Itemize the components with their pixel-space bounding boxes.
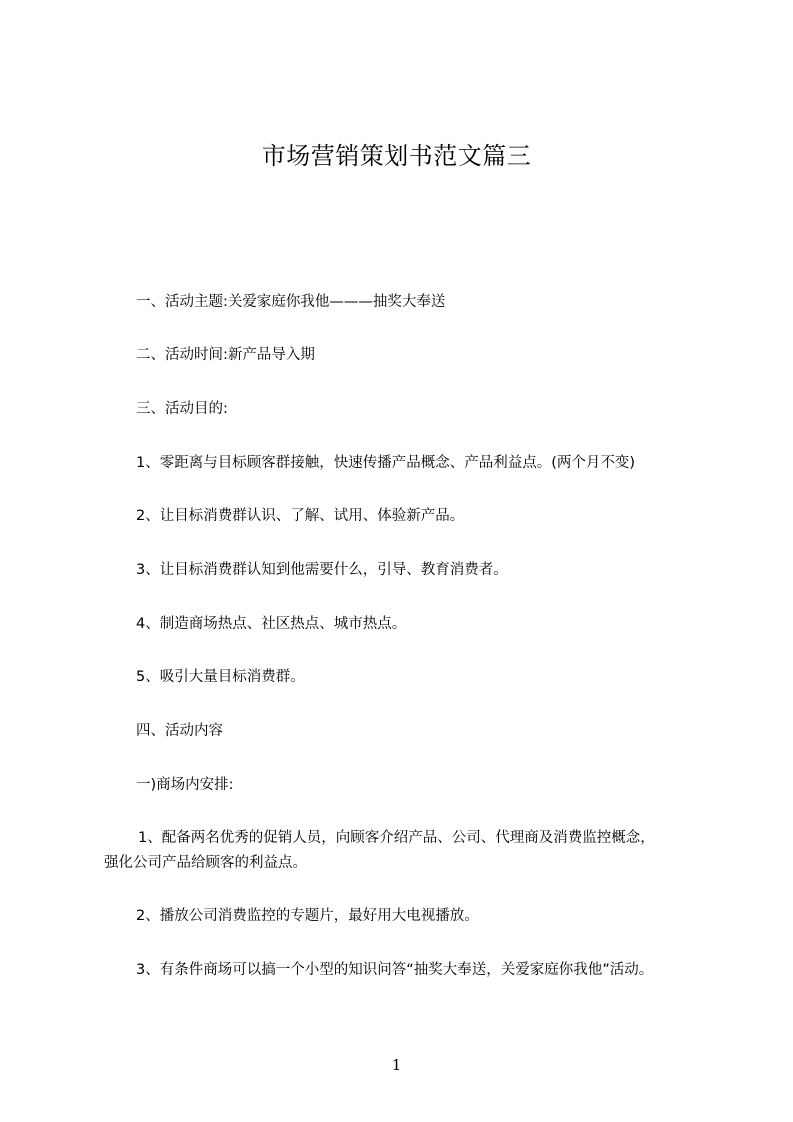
page-number: 1	[391, 1056, 402, 1074]
paragraph-purpose-1: 1、零距离与目标顾客群接触，快速传播产品概念、产品利益点。(两个月不变)	[136, 455, 636, 471]
paragraph-mall-item-1-continued: 强化公司产品给顾客的利益点。	[104, 855, 307, 871]
paragraph-purpose-3: 3、让目标消费群认知到他需要什么，引导、教育消费者。	[136, 562, 508, 578]
paragraph-activity-theme: 一、活动主题:关爱家庭你我他———抽奖大奉送	[136, 294, 446, 310]
paragraph-mall-item-2: 2、播放公司消费监控的专题片，最好用大电视播放。	[136, 908, 479, 924]
paragraph-activity-time: 二、活动时间:新产品导入期	[136, 347, 315, 363]
paragraph-purpose-4: 4、制造商场热点、社区热点、城市热点。	[136, 616, 407, 632]
paragraph-mall-item-1: 1、配备两名优秀的促销人员，向顾客介绍产品、公司、代理商及消费监控概念，	[138, 830, 655, 846]
paragraph-mall-item-3: 3、有条件商场可以搞一个小型的知识问答“抽奖大奉送，关爱家庭你我他”活动。	[136, 962, 654, 978]
paragraph-purpose-2: 2、让目标消费群认识、了解、试用、体验新产品。	[136, 508, 465, 524]
paragraph-purpose-5: 5、吸引大量目标消费群。	[136, 669, 305, 685]
paragraph-mall-arrangement: 一)商场内安排:	[136, 777, 234, 793]
paragraph-activity-content: 四、活动内容	[136, 723, 223, 739]
document-title: 市场营销策划书范文篇三	[261, 142, 532, 170]
paragraph-activity-purpose: 三、活动目的:	[136, 401, 228, 417]
